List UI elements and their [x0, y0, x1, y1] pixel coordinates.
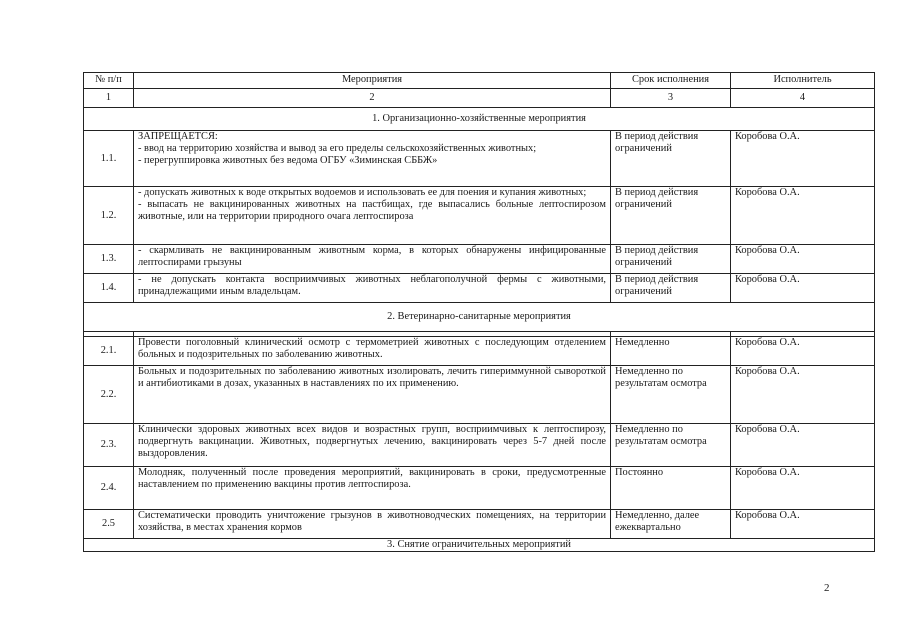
header-num: № п/п	[84, 73, 134, 89]
column-number: 1	[84, 89, 134, 108]
row-number: 1.4.	[84, 274, 134, 303]
row-executor: Коробова О.А.	[731, 245, 875, 274]
table-row	[84, 467, 875, 510]
page-number: 2	[824, 582, 830, 594]
section-row	[84, 303, 875, 332]
row-deadline: Немедленно, далее ежеквартально	[611, 510, 731, 539]
column-number: 2	[134, 89, 611, 108]
action-line: Систематически проводить уничтожение грызунов в животноводческих помещениях, на территории хозяйства, в местах хранения кормов	[138, 510, 606, 533]
row-action	[134, 424, 611, 467]
header-row	[84, 73, 875, 89]
table-row	[84, 337, 875, 366]
row-action	[134, 510, 611, 539]
row-deadline: Немедленно	[611, 337, 731, 366]
row-deadline: Немедленно по результатам осмотра	[611, 424, 731, 467]
row-number: 2.1.	[84, 337, 134, 366]
action-line: - допускать животных к воде открытых водоемов и использовать ее для поения и купания животных;	[138, 187, 587, 198]
table-row	[84, 510, 875, 539]
action-line: ЗАПРЕЩАЕТСЯ:	[138, 131, 218, 142]
row-number: 1.2.	[84, 187, 134, 245]
table-row	[84, 274, 875, 303]
action-line: - выпасать не вакцинированных животных на пастбищах, где выпасались больные лептоспирозом животные, или на территории природного очага лептоспироза	[138, 199, 606, 222]
action-line: - не допускать контакта восприимчивых животных неблагополучной фермы с животными, принадлежащими иным владельцам.	[138, 274, 606, 297]
header-action: Мероприятия	[134, 73, 611, 89]
column-number-row	[84, 89, 875, 108]
row-executor: Коробова О.А.	[731, 131, 875, 187]
row-executor: Коробова О.А.	[731, 424, 875, 467]
section-row	[84, 539, 875, 552]
section-title: 1. Организационно-хозяйственные мероприятия	[84, 108, 875, 131]
row-number: 2.4.	[84, 467, 134, 510]
action-line: - скармливать не вакцинированным животным корма, в которых обнаружены инфицированные лептоспирами грызуны	[138, 245, 606, 268]
row-deadline: В период действия ограничений	[611, 274, 731, 303]
row-number: 1.3.	[84, 245, 134, 274]
measures-table	[83, 72, 875, 552]
header-deadline: Срок исполнения	[611, 73, 731, 89]
row-number: 2.5	[84, 510, 134, 539]
row-action	[134, 366, 611, 424]
row-deadline: Постоянно	[611, 467, 731, 510]
row-executor: Коробова О.А.	[731, 337, 875, 366]
table-row	[84, 366, 875, 424]
row-number: 1.1.	[84, 131, 134, 187]
column-number: 4	[731, 89, 875, 108]
table-row	[84, 424, 875, 467]
row-action	[134, 131, 611, 187]
table-row	[84, 187, 875, 245]
action-line: Молодняк, полученный после проведения мероприятий, вакцинировать в сроки, предусмотренные наставлением по применению вакцины против лептоспироза.	[138, 467, 606, 490]
row-action	[134, 245, 611, 274]
row-executor: Коробова О.А.	[731, 366, 875, 424]
table-row	[84, 131, 875, 187]
row-executor: Коробова О.А.	[731, 467, 875, 510]
row-number: 2.3.	[84, 424, 134, 467]
action-line: Клинически здоровых животных всех видов и возрастных групп, восприимчивых к лептоспирозу, подвергнуть вакцинации. Животных, подвергнутых лечению, вакцинировать через 5-7 дней после выздоровления.	[138, 424, 606, 459]
row-deadline: Немедленно по результатам осмотра	[611, 366, 731, 424]
section-title: 2. Ветеринарно-санитарные мероприятия	[84, 303, 875, 332]
row-executor: Коробова О.А.	[731, 187, 875, 245]
action-line: - перегруппировка животных без ведома ОГБУ «Зиминская СББЖ»	[138, 155, 438, 166]
row-number: 2.2.	[84, 366, 134, 424]
row-deadline: В период действия ограничений	[611, 245, 731, 274]
column-number: 3	[611, 89, 731, 108]
table-row	[84, 245, 875, 274]
action-line: Провести поголовный клинический осмотр с термометрией животных с последующим отделением больных и подозрительных по заболеванию животных.	[138, 337, 606, 360]
row-executor: Коробова О.А.	[731, 510, 875, 539]
row-deadline: В период действия ограничений	[611, 131, 731, 187]
row-action	[134, 187, 611, 245]
row-deadline: В период действия ограничений	[611, 187, 731, 245]
section-row	[84, 108, 875, 131]
section-title: 3. Снятие ограничительных мероприятий	[84, 539, 875, 552]
action-line: Больных и подозрительных по заболеванию животных изолировать, лечить гипериммунной сывороткой и антибиотиками в дозах, указанных в наставлениях по их применению.	[138, 366, 606, 389]
row-action	[134, 467, 611, 510]
row-action	[134, 337, 611, 366]
row-executor: Коробова О.А.	[731, 274, 875, 303]
header-executor: Исполнитель	[731, 73, 875, 89]
row-action	[134, 274, 611, 303]
action-line: - ввод на территорию хозяйства и вывод за его пределы сельскохозяйственных животных;	[138, 143, 537, 154]
